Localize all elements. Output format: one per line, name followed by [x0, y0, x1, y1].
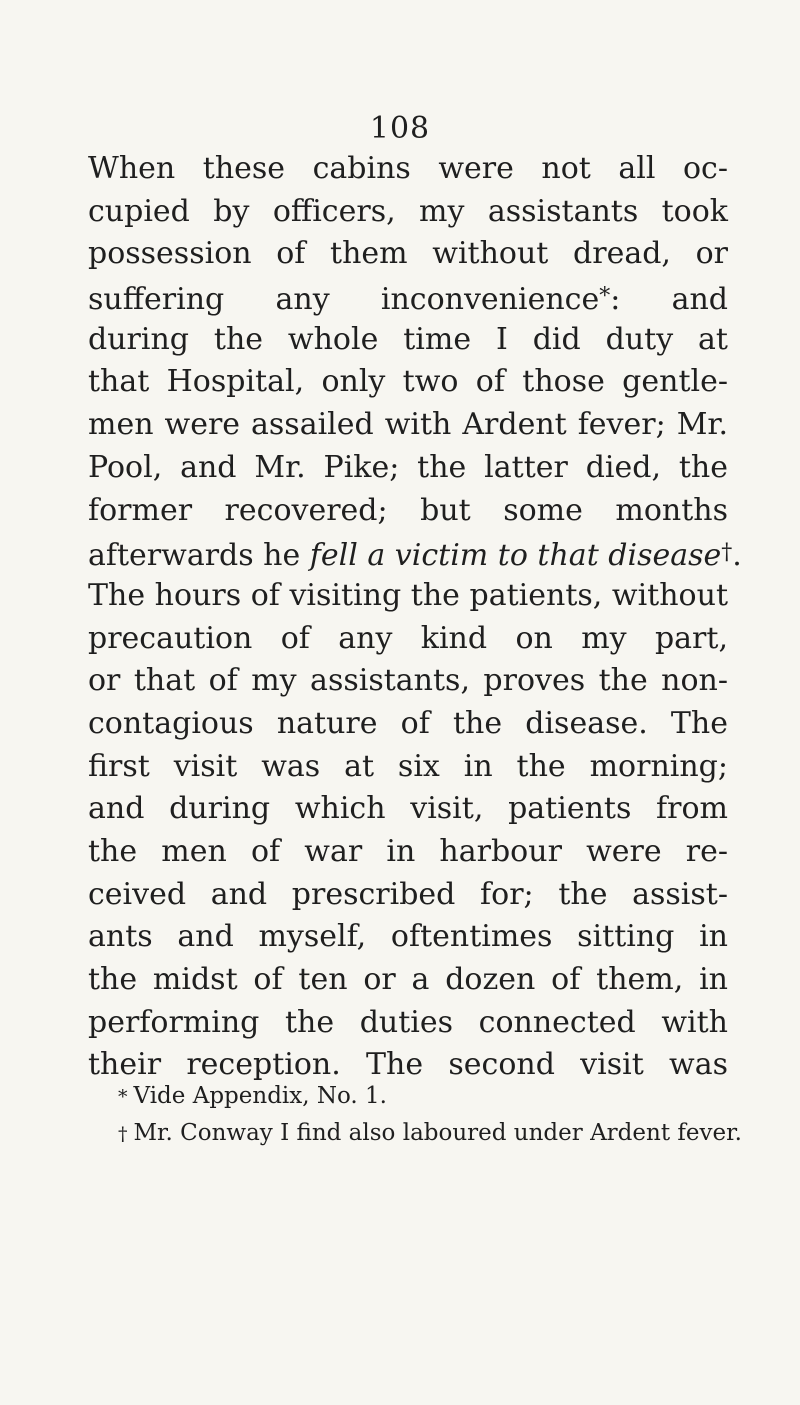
line-text: possession of them without dread, or	[88, 236, 728, 272]
footnotes	[118, 1078, 742, 1152]
italic-phrase: fell a victim to that disease	[309, 538, 722, 574]
line-text: men were assailed with Ardent fever; Mr.	[88, 407, 728, 443]
line-text: during the whole time I did duty at	[88, 321, 728, 357]
text-line	[88, 746, 728, 789]
line-text: : and	[610, 282, 728, 318]
text-line	[88, 532, 742, 575]
line-text: When these cabins were not all oc-	[88, 151, 728, 186]
text-line	[88, 660, 728, 703]
text-line	[88, 618, 728, 661]
line-text: afterwards he	[88, 538, 310, 574]
line-text: cupied by officers, my assistants took	[88, 193, 728, 229]
footnote-reference-dagger: †	[721, 540, 733, 566]
text-line	[88, 447, 728, 490]
line-text: first visit was at six in the morning;	[88, 748, 728, 784]
text-line	[88, 148, 728, 191]
line-text: contagious nature of the disease. The	[88, 705, 728, 741]
footnote-text: Mr. Conway I find also laboured under Ardent fever.	[133, 1120, 742, 1146]
text-line	[88, 319, 728, 362]
page-number: 108	[369, 111, 431, 146]
line-text: or that of my assistants, proves the non-	[88, 663, 728, 699]
line-text: their reception. The second visit was	[88, 1047, 728, 1083]
footnote	[118, 1115, 742, 1152]
body-text	[88, 148, 742, 1087]
text-line	[88, 1002, 728, 1045]
text-line	[88, 490, 728, 533]
text-line	[88, 575, 728, 618]
line-text: .	[732, 538, 742, 574]
footnote-mark-dagger: †	[118, 1123, 128, 1145]
text-line	[88, 276, 728, 319]
line-text: ceived and prescribed for; the assist-	[88, 876, 728, 912]
text-line	[88, 788, 728, 831]
text-line	[88, 361, 728, 404]
footnote-text: Vide Appendix, No. 1.	[133, 1083, 387, 1109]
line-text: Pool, and Mr. Pike; the latter died, the	[88, 449, 728, 485]
footnote-mark-asterisk: *	[118, 1086, 128, 1108]
text-line	[88, 191, 728, 234]
line-text: precaution of any kind on my part,	[88, 620, 728, 656]
text-line	[88, 233, 728, 276]
footnote	[118, 1078, 738, 1115]
line-text: ants and myself, oftentimes sitting in	[88, 919, 728, 955]
line-text: and during which visit, patients from	[88, 791, 728, 827]
line-text: the midst of ten or a dozen of them, in	[88, 962, 728, 998]
text-line	[88, 916, 728, 959]
text-line	[88, 831, 728, 874]
line-text: performing the duties connected with	[88, 1004, 728, 1040]
text-line	[88, 959, 728, 1002]
line-text: former recovered; but some months	[88, 492, 728, 528]
text-line	[88, 874, 728, 917]
line-text: The hours of visiting the patients, without	[88, 577, 728, 613]
text-line	[88, 703, 728, 746]
footnote-reference-asterisk: *	[599, 284, 611, 310]
line-text: suffering any inconvenience	[88, 282, 600, 318]
line-text: that Hospital, only two of those gentle-	[88, 364, 728, 400]
text-line	[88, 404, 728, 447]
line-text: the men of war in harbour were re-	[88, 834, 728, 869]
